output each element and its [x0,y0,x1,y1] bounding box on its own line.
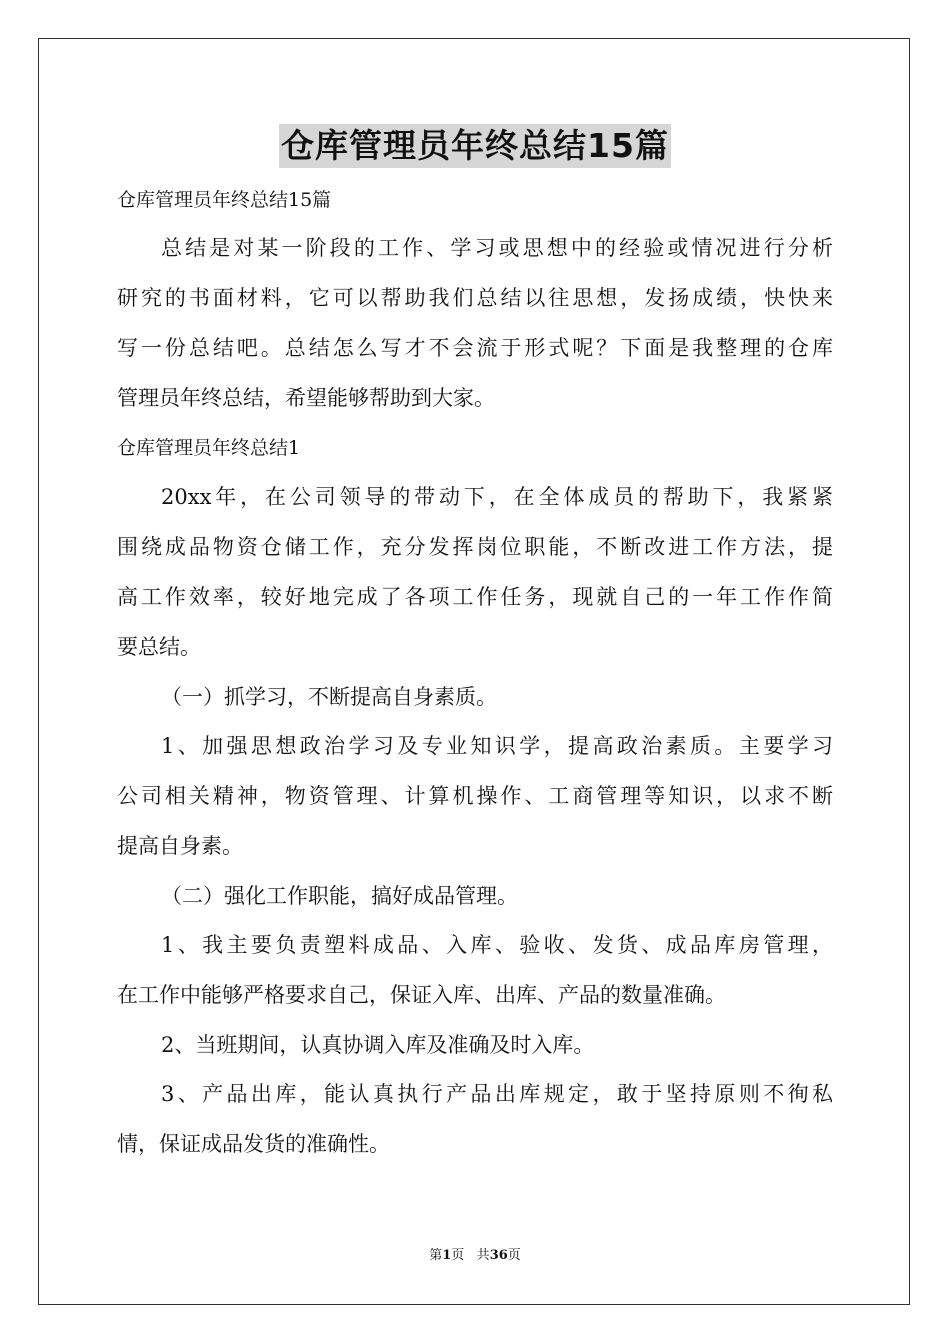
page-number: 1 [442,1248,452,1263]
paragraph-line: 管理员年终总结，希望能够帮助到大家。 [117,386,495,410]
total-suffix: 页 [507,1248,521,1263]
paragraph-line: 研究的书面材料，它可以帮助我们总结以往思想，发扬成绩，快快来 [117,286,833,310]
paragraph-line: 3、产品出库，能认真执行产品出库规定，敢于坚持原则不徇私 [161,1082,833,1106]
document-title: 仓库管理员年终总结15篇 [279,124,671,168]
paragraph-line: 公司相关精神，物资管理、计算机操作、工商管理等知识，以求不断 [117,784,833,808]
page-footer [0,1247,950,1265]
paragraph-line: 提高自身素。 [117,834,243,858]
paragraph-line: 1、我主要负责塑料成品、入库、验收、发货、成品库房管理， [161,933,833,957]
section-heading: 仓库管理员年终总结1 [117,437,301,459]
subtitle-line: 仓库管理员年终总结15篇 [117,189,332,211]
subheading-line: （一）抓学习，不断提高自身素质。 [161,685,497,709]
page-suffix: 页 [451,1248,465,1263]
paragraph-line: 1、加强思想政治学习及专业知识学，提高政治素质。主要学习 [161,734,833,758]
paragraph-line: 20xx年，在公司领导的带动下，在全体成员的帮助下，我紧紧 [161,485,833,509]
paragraph-line: 2、当班期间，认真协调入库及准确及时入库。 [161,1033,595,1057]
subheading-line: （二）强化工作职能，搞好成品管理。 [161,884,518,908]
paragraph-line: 写一份总结吧。总结怎么写才不会流于形式呢？下面是我整理的仓库 [117,336,833,360]
page-border [38,38,910,1305]
paragraph-line: 围绕成品物资仓储工作，充分发挥岗位职能，不断改进工作方法，提 [117,535,833,559]
page-prefix: 第 [429,1248,443,1263]
paragraph-line: 高工作效率，较好地完成了各项工作任务，现就自己的一年工作作简 [117,585,833,609]
total-prefix: 共 [476,1248,490,1263]
paragraph-line: 在工作中能够严格要求自己，保证入库、出库、产品的数量准确。 [117,983,726,1007]
title-wrap [0,124,950,168]
paragraph-line: 总结是对某一阶段的工作、学习或思想中的经验或情况进行分析 [161,236,833,260]
paragraph-line: 情，保证成品发货的准确性。 [117,1132,390,1156]
total-pages: 36 [489,1248,508,1263]
paragraph-line: 要总结。 [117,635,201,659]
